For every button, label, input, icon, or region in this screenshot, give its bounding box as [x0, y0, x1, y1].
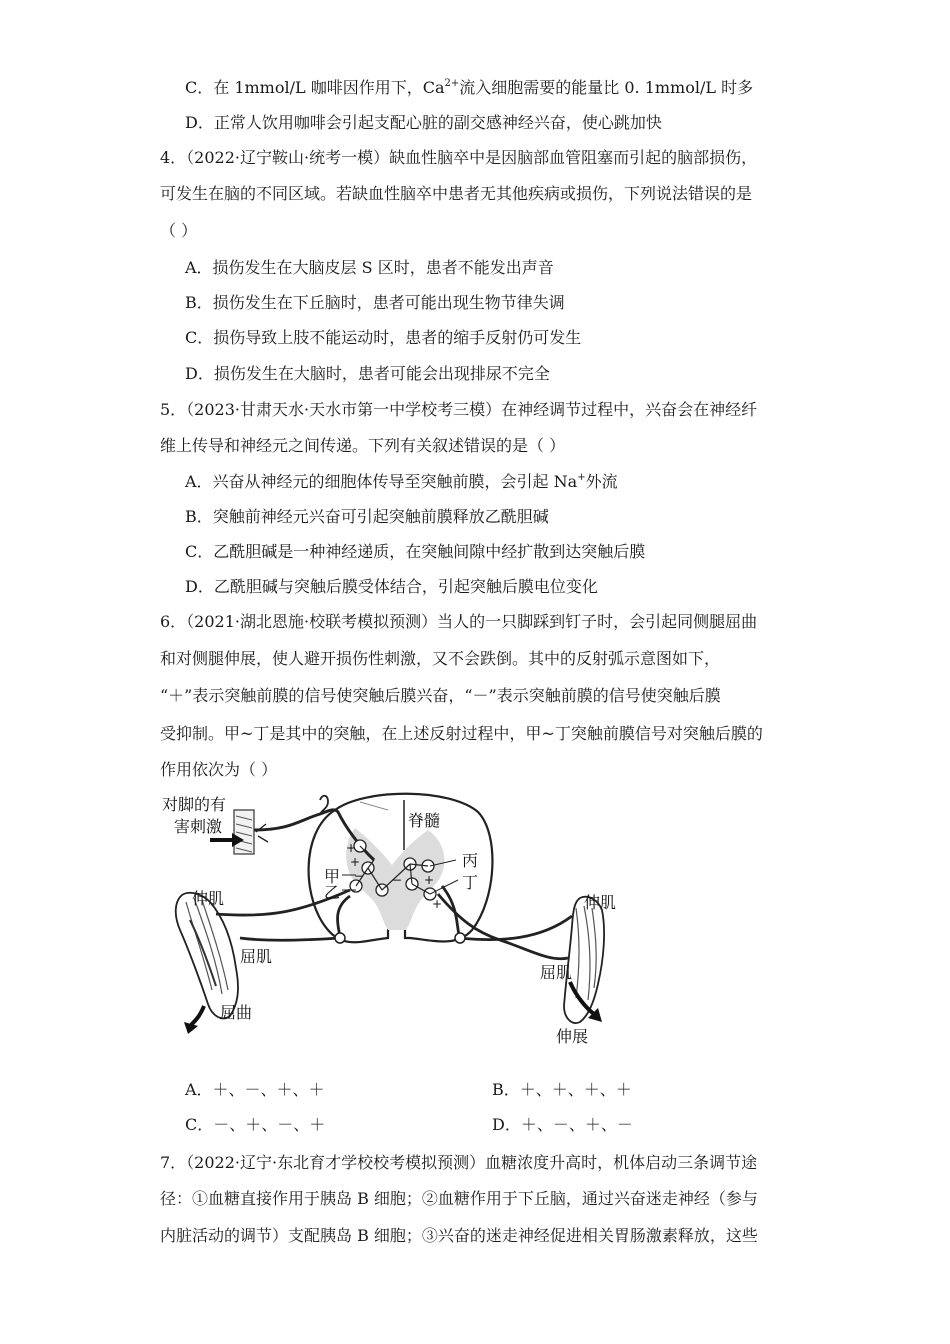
q7-stem-line-1: 7．（2022·辽宁·东北育才学校校考模拟预测）血糖浓度升高时，机体启动三条调节途: [160, 1153, 758, 1172]
stimulus-label-line-2: 害刺激: [174, 817, 223, 836]
q6-stem-line-5: 作用依次为（ ）: [160, 760, 278, 779]
q7-stem-line-2: 径：①血糖直接作用于胰岛 B 细胞；②血糖作用于下丘脑，通过兴奋迷走神经（参与: [160, 1189, 758, 1208]
q4-option-d: D．损伤发生在大脑时，患者可能会出现排尿不完全: [185, 364, 550, 383]
extension-label: 伸展: [556, 1027, 589, 1046]
q5-option-a: A．兴奋从神经元的细胞体传导至突触前膜，会引起 Na+外流: [185, 472, 618, 491]
left-leg-outline: [176, 893, 238, 1019]
right-extensor-label: 伸肌: [584, 893, 617, 912]
q6-stem-line-2: 和对侧腿伸展，使人避开损伤性刺激，又不会跌倒。其中的反射弧示意图如下，: [160, 649, 721, 668]
q3-option-c: C．在 1mmol/L 咖啡因作用下，$Ca^{2+}$流入细胞需要的能量比 0. 1mmol/L 时多: [185, 78, 754, 97]
q5-stem-line-2: 维上传导和神经元之间传递。下列有关叙述错误的是（ ）: [160, 436, 566, 455]
sign-marker-2: +: [350, 855, 361, 869]
sign-marker-5: +: [424, 873, 435, 887]
q4-option-a: A．损伤发生在大脑皮层 S 区时，患者不能发出声音: [185, 258, 554, 277]
q4-stem-line-2: 可发生在脑的不同区域。若缺血性脑卒中患者无其他疾病或损伤，下列说法错误的是: [160, 184, 753, 203]
q6-option-d: D．＋、－、＋、－: [492, 1115, 633, 1134]
left-extensor-label: 伸肌: [192, 889, 225, 908]
sign-marker-6: +: [432, 897, 443, 911]
q5-option-c: C．乙酰胆碱是一种神经递质，在突触间隙中经扩散到达突触后膜: [185, 542, 646, 561]
q4-stem-line-1: 4．（2022·辽宁鞍山·统考一模）缺血性脑卒中是因脑部血管阻塞而引起的脑部损伤，: [160, 148, 758, 167]
q6-option-b: B．＋、＋、＋、＋: [492, 1080, 632, 1099]
left-flexor-label: 屈肌: [240, 947, 273, 966]
sign-marker-1: +: [346, 841, 357, 855]
q6-stem-line-4: 受抑制。甲~丁是其中的突触，在上述反射过程中，甲~丁突触前膜信号对突触后膜的: [160, 724, 763, 743]
sign-marker-3: −: [354, 869, 365, 883]
spinal-cord-label: 脊髓: [408, 811, 441, 830]
q4-stem-line-3: （ ）: [160, 221, 198, 240]
q6-option-a: A．＋、－、＋、＋: [185, 1080, 325, 1099]
synapse-yi-label: 乙: [324, 883, 341, 902]
sign-marker-4: −: [392, 873, 403, 887]
q5-option-b: B．突触前神经元兴奋可引起突触前膜释放乙酰胆碱: [185, 507, 549, 526]
synapse-ding-label: 丁: [462, 873, 479, 892]
synapse-bing-label: 丙: [462, 851, 479, 870]
q6-option-c: C．－、＋、－、＋: [185, 1115, 326, 1134]
q4-option-c: C．损伤导致上肢不能运动时，患者的缩手反射仍可发生: [185, 328, 582, 347]
synapse-jia-label: 甲: [324, 867, 341, 886]
stimulus-label-line-1: 对脚的有: [162, 795, 227, 814]
q7-stem-line-3: 内脏活动的调节）支配胰岛 B 细胞；③兴奋的迷走神经促进相关胃肠激素释放，这些: [160, 1226, 758, 1245]
flexion-label: 屈曲: [220, 1003, 253, 1022]
q5-option-d: D．乙酰胆碱与突触后膜受体结合，引起突触后膜电位变化: [185, 577, 598, 596]
right-flexor-label: 屈肌: [540, 963, 573, 982]
q3-option-d: D．正常人饮用咖啡会引起支配心脏的副交感神经兴奋，使心跳加快: [185, 113, 662, 132]
reflex-arc-diagram: [160, 790, 620, 1055]
q6-stem-line-1: 6．（2021·湖北恩施·校联考模拟预测）当人的一只脚踩到钉子时，会引起同侧腿屈曲: [160, 612, 758, 631]
q5-stem-line-1: 5．（2023·甘肃天水·天水市第一中学校考三模）在神经调节过程中，兴奋会在神经纤: [160, 400, 758, 419]
q6-stem-line-3: “＋”表示突触前膜的信号使突触后膜兴奋，“－”表示突触前膜的信号使突触后膜: [160, 686, 721, 705]
flexion-arrow: [190, 1006, 204, 1026]
q4-option-b: B．损伤发生在下丘脑时，患者可能出现生物节律失调: [185, 293, 565, 312]
